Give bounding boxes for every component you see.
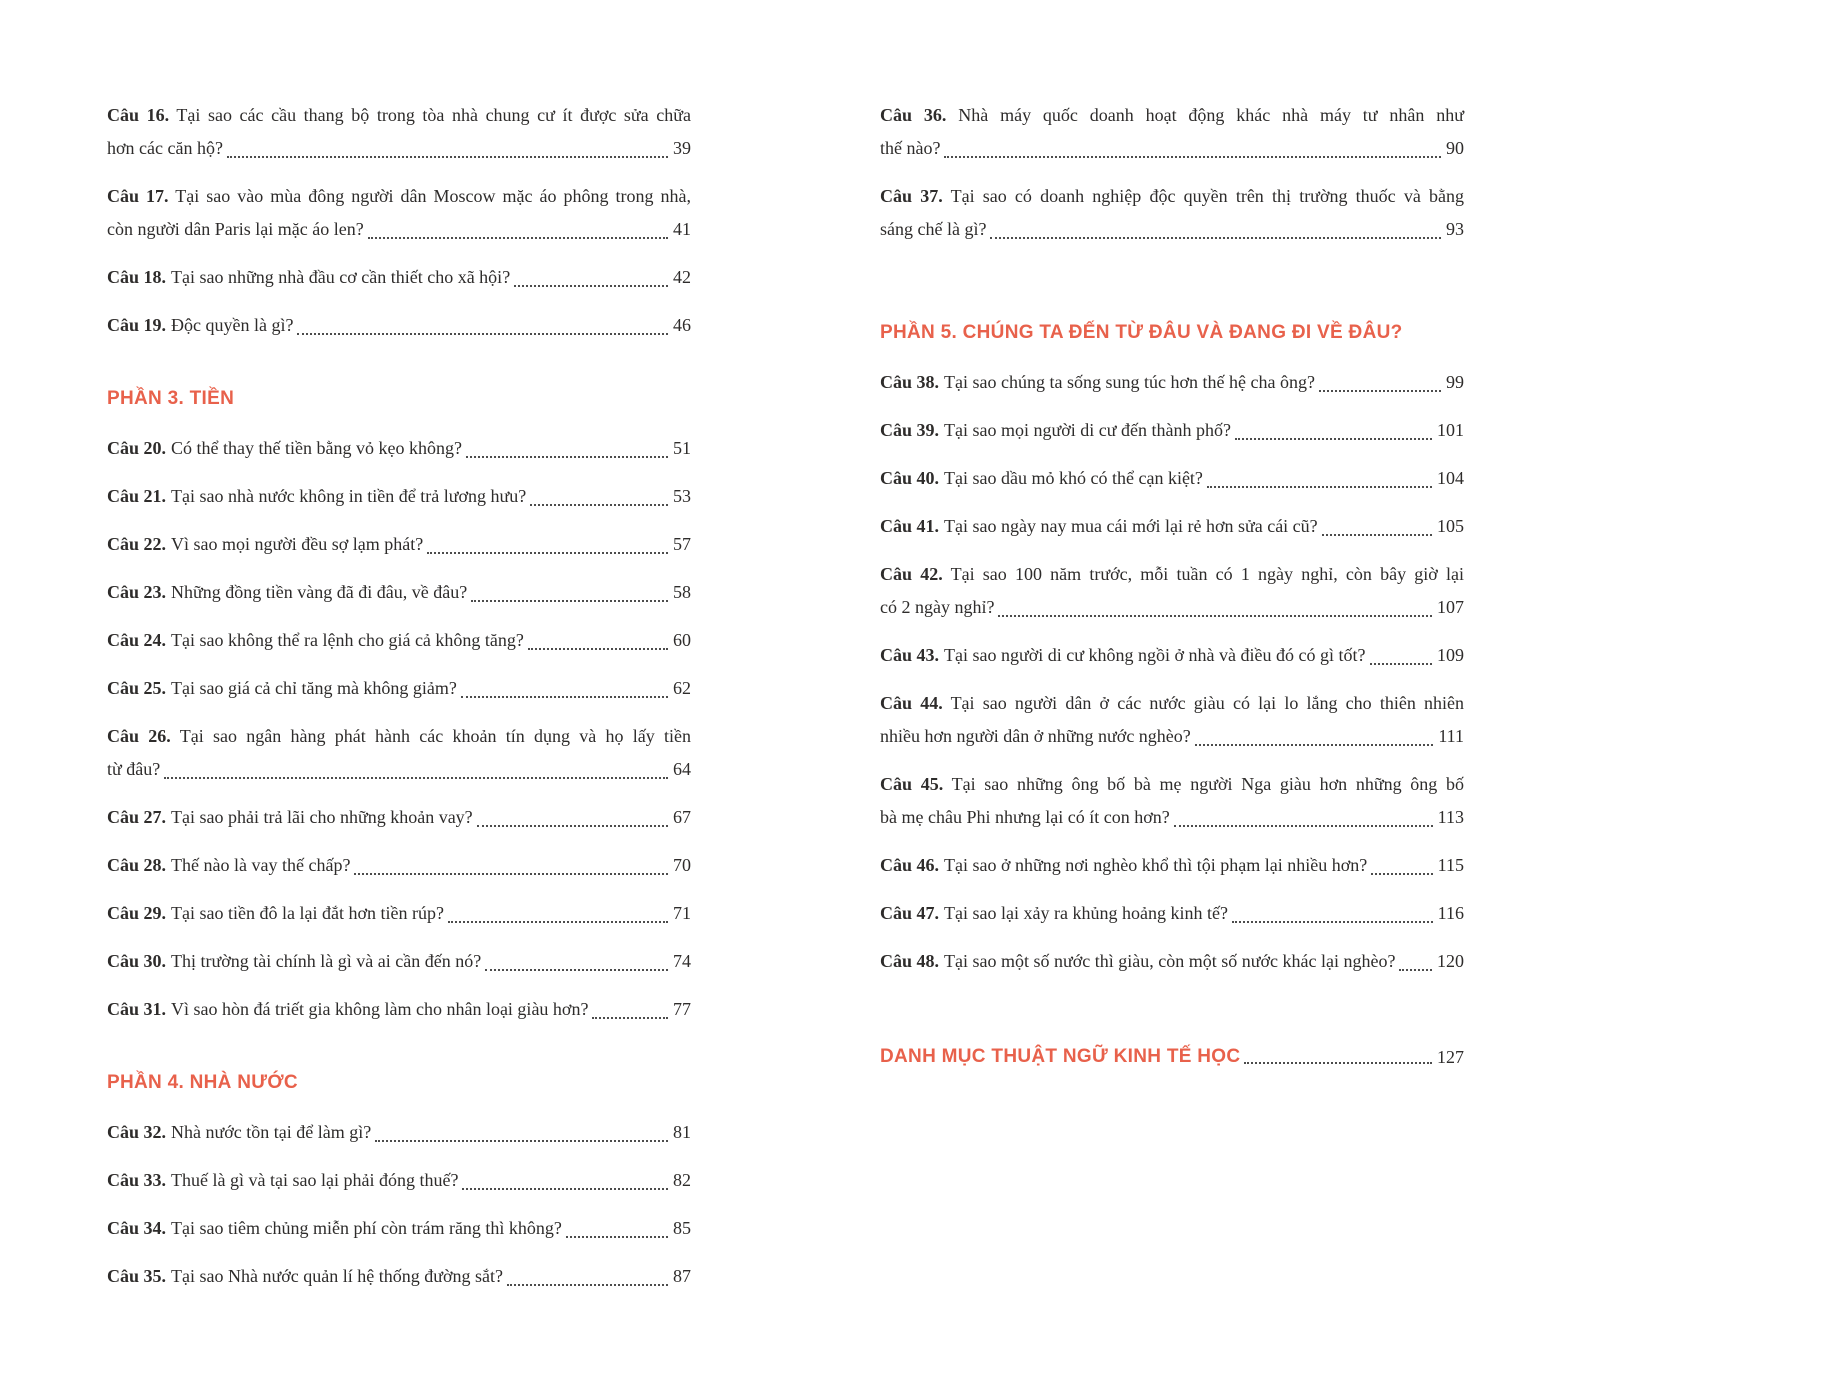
page-number: 99 <box>1446 372 1464 392</box>
toc-entry <box>107 993 691 1026</box>
entry-text-wrap <box>107 849 350 882</box>
dot-leader <box>530 504 668 506</box>
entry-text: Tại sao lại xảy ra khủng hoảng kinh tế? <box>944 903 1228 923</box>
entry-text-wrap <box>880 414 1231 447</box>
entry-label: Câu 47. <box>880 903 940 923</box>
entry-line <box>107 99 691 132</box>
toc-entry <box>880 945 1464 978</box>
entry-label: Câu 18. <box>107 267 167 287</box>
entry-label: Câu 36. <box>880 105 947 125</box>
entry-text: Tại sao các cầu thang bộ trong tòa nhà chung cư ít được sửa chữa <box>176 105 691 125</box>
entry-label: Câu 27. <box>107 807 167 827</box>
entry-text-wrap <box>107 480 526 513</box>
toc-entry <box>107 945 691 978</box>
entry-line <box>880 213 1464 246</box>
dot-leader <box>998 615 1432 617</box>
entry-text-wrap <box>880 945 1395 978</box>
toc-entry <box>880 462 1464 495</box>
entry-text-wrap <box>107 993 588 1026</box>
entry-label: Câu 34. <box>107 1218 167 1238</box>
dot-leader <box>485 969 668 971</box>
entry-line <box>107 624 691 657</box>
dot-leader <box>477 825 668 827</box>
entry-text-wrap <box>107 1212 562 1245</box>
dot-leader <box>1322 534 1432 536</box>
page-number: 111 <box>1438 726 1464 746</box>
entry-text: Tại sao ngân hàng phát hành các khoản tín dụng và họ lấy tiền <box>179 726 691 746</box>
dot-leader <box>990 237 1441 239</box>
dot-leader <box>427 552 668 554</box>
page-number: 120 <box>1437 951 1464 971</box>
entry-text-wrap <box>880 801 1170 834</box>
entry-line <box>107 1260 691 1293</box>
entry-text-wrap <box>107 945 481 978</box>
entry-line <box>107 897 691 930</box>
page-number: 115 <box>1437 855 1464 875</box>
dot-leader <box>354 873 668 875</box>
toc-entry <box>107 801 691 834</box>
entry-line <box>107 753 691 786</box>
entry-label: Câu 30. <box>107 951 167 971</box>
entry-text: Độc quyền là gì? <box>171 315 294 335</box>
toc-entry <box>107 1116 691 1149</box>
toc-entry <box>107 1164 691 1197</box>
entry-label: Câu 48. <box>880 951 940 971</box>
dot-leader <box>1235 438 1432 440</box>
dot-leader <box>368 237 668 239</box>
glossary-title: DANH MỤC THUẬT NGỮ KINH TẾ HỌC <box>880 1046 1241 1067</box>
toc-entry <box>880 687 1464 753</box>
entry-line <box>107 1212 691 1245</box>
page-number: 116 <box>1437 903 1464 923</box>
entry-line <box>880 558 1464 591</box>
dot-leader <box>1370 663 1433 665</box>
entry-text-wrap <box>880 591 994 624</box>
entry-text: Tại sao ở những nơi nghèo khổ thì tội phạm lại nhiều hơn? <box>944 855 1368 875</box>
page-number: 77 <box>673 999 691 1019</box>
entry-text-wrap <box>880 366 1315 399</box>
toc-entry <box>880 897 1464 930</box>
entry-label: Câu 26. <box>107 726 171 746</box>
entry-label: Câu 41. <box>880 516 940 536</box>
entry-line <box>880 849 1464 882</box>
entry-line <box>880 801 1464 834</box>
page-number: 93 <box>1446 219 1464 239</box>
entry-text: Tại sao nhà nước không in tiền để trả lương hưu? <box>171 486 527 506</box>
entry-line <box>107 432 691 465</box>
entry-line <box>880 462 1464 495</box>
entry-line <box>107 720 691 753</box>
entry-line <box>880 132 1464 165</box>
entry-line <box>880 720 1464 753</box>
dot-leader <box>507 1284 668 1286</box>
page-number: 42 <box>673 267 691 287</box>
entry-text-wrap <box>880 720 1191 753</box>
dot-leader <box>461 696 668 698</box>
glossary-entry <box>880 1043 1464 1071</box>
entry-text: Thế nào là vay thế chấp? <box>171 855 351 875</box>
toc-column-left <box>107 99 691 1308</box>
page-number: 74 <box>673 951 691 971</box>
entry-text-wrap <box>880 849 1367 882</box>
entry-text: có 2 ngày nghỉ? <box>880 597 995 617</box>
toc-entry <box>107 624 691 657</box>
entry-line <box>107 309 691 342</box>
entry-text: Tại sao người di cư không ngồi ở nhà và điều đó có gì tốt? <box>944 645 1366 665</box>
entry-label: Câu 39. <box>880 420 940 440</box>
page-number: 109 <box>1437 645 1464 665</box>
entry-text: Tại sao có doanh nghiệp độc quyền trên thị trường thuốc và bằng <box>950 186 1464 206</box>
page-number: 51 <box>673 438 691 458</box>
dot-leader <box>592 1017 668 1019</box>
entry-label: Câu 31. <box>107 999 167 1019</box>
entry-line <box>107 801 691 834</box>
dot-leader <box>1371 873 1432 875</box>
dot-leader <box>466 456 668 458</box>
entry-label: Câu 24. <box>107 630 167 650</box>
entry-label: Câu 22. <box>107 534 167 554</box>
page-number: 107 <box>1437 597 1464 617</box>
entry-label: Câu 42. <box>880 564 943 584</box>
dot-leader <box>227 156 668 158</box>
toc-entry <box>880 849 1464 882</box>
entry-label: Câu 29. <box>107 903 167 923</box>
entry-line <box>107 180 691 213</box>
entry-text: Nhà nước tồn tại để làm gì? <box>171 1122 372 1142</box>
page-number: 41 <box>673 219 691 239</box>
entry-label: Câu 21. <box>107 486 167 506</box>
page-number: 105 <box>1437 516 1464 536</box>
entry-line <box>880 414 1464 447</box>
toc-entry <box>107 432 691 465</box>
entry-text: Tại sao tiền đô la lại đắt hơn tiền rúp? <box>171 903 444 923</box>
page-number: 70 <box>673 855 691 875</box>
entry-text: Tại sao giá cả chỉ tăng mà không giảm? <box>171 678 457 698</box>
entry-text: sáng chế là gì? <box>880 219 987 239</box>
toc-entry <box>880 558 1464 624</box>
toc-entry <box>880 639 1464 672</box>
toc-entry <box>107 1212 691 1245</box>
entry-text-wrap <box>880 510 1318 543</box>
entry-text-wrap <box>880 639 1366 672</box>
toc-entry <box>107 720 691 786</box>
toc-entry <box>107 480 691 513</box>
toc-entry <box>107 1260 691 1293</box>
entry-label: Câu 20. <box>107 438 167 458</box>
entry-text: Tại sao những nhà đầu cơ cần thiết cho xã hội? <box>171 267 511 287</box>
toc-entry <box>107 897 691 930</box>
entry-line <box>880 768 1464 801</box>
entry-line <box>880 510 1464 543</box>
entry-label: Câu 35. <box>107 1266 167 1286</box>
toc-entry <box>107 309 691 342</box>
entry-text-wrap <box>107 576 467 609</box>
entry-label: Câu 33. <box>107 1170 167 1190</box>
entry-text: còn người dân Paris lại mặc áo len? <box>107 219 364 239</box>
entry-line <box>107 480 691 513</box>
entry-label: Câu 25. <box>107 678 167 698</box>
entry-line <box>107 261 691 294</box>
dot-leader <box>297 333 668 335</box>
dot-leader <box>944 156 1441 158</box>
page-number: 58 <box>673 582 691 602</box>
entry-text: từ đâu? <box>107 759 161 779</box>
toc-entry <box>880 366 1464 399</box>
page-number: 60 <box>673 630 691 650</box>
entry-line <box>107 945 691 978</box>
toc-entry <box>107 261 691 294</box>
entry-text-wrap <box>107 1116 371 1149</box>
entry-line <box>107 1116 691 1149</box>
entry-label: Câu 38. <box>880 372 940 392</box>
entry-line <box>880 180 1464 213</box>
entry-text: Có thể thay thế tiền bằng vỏ kẹo không? <box>171 438 462 458</box>
toc-entry <box>880 510 1464 543</box>
page-number: 67 <box>673 807 691 827</box>
entry-line <box>880 366 1464 399</box>
page-number: 101 <box>1437 420 1464 440</box>
entry-text: Tại sao phải trả lãi cho những khoản vay? <box>171 807 473 827</box>
toc-entry <box>107 672 691 705</box>
entry-text-wrap <box>880 462 1203 495</box>
entry-text: Tại sao ngày nay mua cái mới lại rẻ hơn sửa cái cũ? <box>944 516 1318 536</box>
entry-text: bà mẹ châu Phi nhưng lại có ít con hơn? <box>880 807 1170 827</box>
page-number: 82 <box>673 1170 691 1190</box>
entry-line <box>107 672 691 705</box>
toc-entry <box>107 849 691 882</box>
page-number: 81 <box>673 1122 691 1142</box>
entry-text-wrap <box>107 261 510 294</box>
entry-text: Những đồng tiền vàng đã đi đâu, về đâu? <box>171 582 468 602</box>
entry-text-wrap <box>107 528 423 561</box>
toc-entry <box>880 414 1464 447</box>
entry-line <box>880 99 1464 132</box>
entry-label: Câu 45. <box>880 774 944 794</box>
page-number: 90 <box>1446 138 1464 158</box>
page-number: 39 <box>673 138 691 158</box>
entry-label: Câu 40. <box>880 468 940 488</box>
dot-leader <box>471 600 668 602</box>
page-number: 113 <box>1437 807 1464 827</box>
entry-text: Thuế là gì và tại sao lại phải đóng thuế? <box>171 1170 459 1190</box>
dot-leader <box>1244 1062 1432 1064</box>
page-number: 62 <box>673 678 691 698</box>
dot-leader <box>1195 744 1434 746</box>
section-heading: PHẦN 3. TIỀN <box>107 388 235 409</box>
toc-column-right <box>880 99 1464 1071</box>
entry-line <box>107 576 691 609</box>
dot-leader <box>1207 486 1432 488</box>
entry-text-wrap <box>107 897 444 930</box>
dot-leader <box>375 1140 668 1142</box>
section-heading: PHẦN 5. CHÚNG TA ĐẾN TỪ ĐÂU VÀ ĐANG ĐI VỀ ĐÂU? <box>880 322 1403 343</box>
entry-label: Câu 19. <box>107 315 167 335</box>
entry-line <box>107 132 691 165</box>
dot-leader <box>566 1236 668 1238</box>
dot-leader <box>528 648 668 650</box>
page-number: 127 <box>1437 1047 1464 1067</box>
page-number: 104 <box>1437 468 1464 488</box>
page-number: 57 <box>673 534 691 554</box>
toc-entry <box>107 528 691 561</box>
dot-leader <box>1319 390 1441 392</box>
entry-label: Câu 43. <box>880 645 940 665</box>
dot-leader <box>462 1188 668 1190</box>
entry-text-wrap <box>107 672 457 705</box>
entry-text: Tại sao Nhà nước quản lí hệ thống đường sắt? <box>171 1266 503 1286</box>
page-number: 46 <box>673 315 691 335</box>
entry-text-wrap <box>107 213 364 246</box>
entry-line <box>880 687 1464 720</box>
entry-text-wrap <box>880 213 986 246</box>
entry-line <box>880 639 1464 672</box>
entry-label: Câu 46. <box>880 855 940 875</box>
entry-line <box>880 591 1464 624</box>
dot-leader <box>1174 825 1433 827</box>
entry-label: Câu 17. <box>107 186 169 206</box>
entry-line <box>107 528 691 561</box>
toc-entry <box>880 99 1464 165</box>
entry-text-wrap <box>107 309 293 342</box>
entry-line <box>107 213 691 246</box>
entry-label: Câu 23. <box>107 582 167 602</box>
entry-text-wrap <box>107 753 160 786</box>
entry-text: thế nào? <box>880 138 941 158</box>
page-number: 53 <box>673 486 691 506</box>
entry-line <box>880 945 1464 978</box>
entry-line <box>107 849 691 882</box>
entry-text: Tại sao mọi người di cư đến thành phố? <box>944 420 1231 440</box>
entry-text-wrap <box>107 132 223 165</box>
entry-text: Tại sao một số nước thì giàu, còn một số nước khác lại nghèo? <box>944 951 1396 971</box>
dot-leader <box>448 921 668 923</box>
entry-text-wrap <box>107 624 524 657</box>
entry-text: Tại sao người dân ở các nước giàu có lại lo lắng cho thiên nhiên <box>950 693 1464 713</box>
dot-leader <box>514 285 668 287</box>
page-number: 71 <box>673 903 691 923</box>
page-number: 85 <box>673 1218 691 1238</box>
entry-text-wrap <box>107 432 462 465</box>
entry-text: Tại sao dầu mỏ khó có thể cạn kiệt? <box>944 468 1203 488</box>
dot-leader <box>164 777 668 779</box>
entry-line <box>107 1164 691 1197</box>
toc-entry <box>107 180 691 246</box>
entry-text-wrap <box>107 1164 458 1197</box>
entry-label: Câu 28. <box>107 855 167 875</box>
page-number: 87 <box>673 1266 691 1286</box>
entry-text: Tại sao vào mùa đông người dân Moscow mặc áo phông trong nhà, <box>175 186 691 206</box>
entry-text-wrap <box>880 897 1228 930</box>
entry-label: Câu 44. <box>880 693 943 713</box>
entry-line <box>107 993 691 1026</box>
entry-text: Tại sao 100 năm trước, mỗi tuần có 1 ngày nghỉ, còn bây giờ lại <box>950 564 1464 584</box>
entry-label: Câu 32. <box>107 1122 167 1142</box>
entry-text: Tại sao không thể ra lệnh cho giá cả không tăng? <box>171 630 524 650</box>
entry-label: Câu 37. <box>880 186 943 206</box>
dot-leader <box>1232 921 1433 923</box>
entry-text: Tại sao chúng ta sống sung túc hơn thế hệ cha ông? <box>944 372 1315 392</box>
toc-entry <box>107 99 691 165</box>
entry-text-wrap <box>107 801 473 834</box>
dot-leader <box>1399 969 1432 971</box>
toc-entry <box>880 768 1464 834</box>
entry-text-wrap <box>107 1260 503 1293</box>
entry-text: hơn các căn hộ? <box>107 138 223 158</box>
entry-label: Câu 16. <box>107 105 170 125</box>
toc-entry <box>880 180 1464 246</box>
section-heading: PHẦN 4. NHÀ NƯỚC <box>107 1072 298 1093</box>
entry-text: Nhà máy quốc doanh hoạt động khác nhà máy tư nhân như <box>958 105 1465 125</box>
entry-text-wrap <box>880 132 940 165</box>
entry-text: Thị trường tài chính là gì và ai cần đến nó? <box>171 951 482 971</box>
entry-line <box>880 897 1464 930</box>
entry-text: Tại sao những ông bố bà mẹ người Nga giàu hơn những ông bố <box>951 774 1464 794</box>
page-number: 64 <box>673 759 691 779</box>
entry-text: Vì sao hòn đá triết gia không làm cho nhân loại giàu hơn? <box>171 999 589 1019</box>
entry-text: Tại sao tiêm chủng miễn phí còn trám răng thì không? <box>171 1218 562 1238</box>
entry-text: nhiều hơn người dân ở những nước nghèo? <box>880 726 1191 746</box>
entry-text: Vì sao mọi người đều sợ lạm phát? <box>171 534 424 554</box>
toc-entry <box>107 576 691 609</box>
